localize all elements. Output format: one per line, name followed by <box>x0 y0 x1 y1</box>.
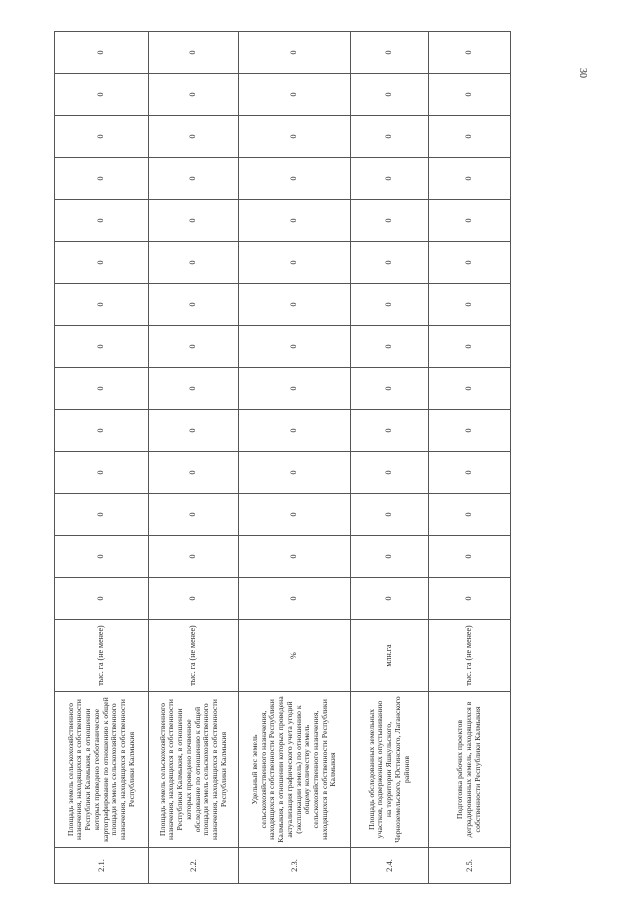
value-cell: 0 <box>429 284 511 326</box>
indicator-description: Подготовка рабочих проектов деградированных земель, находящихся в собственности Республики Калмыкия <box>429 692 511 848</box>
value-cell: 0 <box>239 200 351 242</box>
value-cell: 0 <box>55 410 149 452</box>
value-cell: 0 <box>351 32 429 74</box>
value-cell: 0 <box>55 494 149 536</box>
unit-cell: тыс. га (не менее) <box>429 620 511 692</box>
value-cell: 0 <box>239 242 351 284</box>
value-cell: 0 <box>429 200 511 242</box>
value-cell: 0 <box>429 116 511 158</box>
row-number: 2.1. <box>55 848 149 884</box>
value-cell: 0 <box>149 116 239 158</box>
value-cell: 0 <box>239 368 351 410</box>
value-cell: 0 <box>55 284 149 326</box>
value-cell: 0 <box>149 200 239 242</box>
unit-cell: тыс. га (не менее) <box>149 620 239 692</box>
row-number: 2.4. <box>351 848 429 884</box>
table-row <box>55 32 149 884</box>
indicator-description: Площадь земель сельскохозяйственного назначения, находящихся в собственности Республики Калмыкия, в отношении которых проведено геоботаническое картографирование по отношению к общей площади земель сельскохозяйственного назначения, находящихся в собственности Республики Калмыкия <box>55 692 149 848</box>
value-cell: 0 <box>239 326 351 368</box>
value-cell: 0 <box>149 452 239 494</box>
value-cell: 0 <box>429 32 511 74</box>
unit-cell: тыс. га (не менее) <box>55 620 149 692</box>
value-cell: 0 <box>429 410 511 452</box>
value-cell: 0 <box>351 200 429 242</box>
value-cell: 0 <box>351 368 429 410</box>
value-cell: 0 <box>429 326 511 368</box>
value-cell: 0 <box>429 452 511 494</box>
value-cell: 0 <box>55 200 149 242</box>
unit-cell: млн.га <box>351 620 429 692</box>
value-cell: 0 <box>351 284 429 326</box>
value-cell: 0 <box>239 410 351 452</box>
value-cell: 0 <box>351 452 429 494</box>
row-number: 2.2. <box>149 848 239 884</box>
indicator-description: Удельный вес земель сельскохозяйственного назначения, находящихся в собственности Республики Калмыкия, в отношении которых проведена актуализация графического учета угодий (экспликации земель) по отношению к общему количеству земель сельскохозяйственного назначения, находящихся в собственности Республики Калмыкия <box>239 692 351 848</box>
value-cell: 0 <box>55 578 149 620</box>
value-cell: 0 <box>351 74 429 116</box>
value-cell: 0 <box>351 578 429 620</box>
value-cell: 0 <box>429 368 511 410</box>
value-cell: 0 <box>55 242 149 284</box>
value-cell: 0 <box>351 242 429 284</box>
table-row <box>149 32 239 884</box>
value-cell: 0 <box>239 452 351 494</box>
indicators-table-container <box>54 36 510 884</box>
value-cell: 0 <box>351 326 429 368</box>
value-cell: 0 <box>351 116 429 158</box>
value-cell: 0 <box>149 32 239 74</box>
value-cell: 0 <box>149 158 239 200</box>
value-cell: 0 <box>55 116 149 158</box>
value-cell: 0 <box>149 326 239 368</box>
table-row <box>239 32 351 884</box>
row-number: 2.3. <box>239 848 351 884</box>
indicator-description: Площадь обследованных земельных участков, подверженных опустыниванию на территории Яшкульского, Черноземельского, Юстинского, Лаганского районов <box>351 692 429 848</box>
value-cell: 0 <box>149 368 239 410</box>
value-cell: 0 <box>239 494 351 536</box>
value-cell: 0 <box>149 284 239 326</box>
value-cell: 0 <box>55 74 149 116</box>
value-cell: 0 <box>149 74 239 116</box>
value-cell: 0 <box>149 242 239 284</box>
value-cell: 0 <box>239 284 351 326</box>
value-cell: 0 <box>429 578 511 620</box>
value-cell: 0 <box>351 536 429 578</box>
value-cell: 0 <box>149 494 239 536</box>
table-row <box>351 32 429 884</box>
value-cell: 0 <box>351 158 429 200</box>
value-cell: 0 <box>429 242 511 284</box>
indicator-description: Площадь земель сельскохозяйственного назначения, находящихся в собственности Республики Калмыкия, в отношении которых проведено почвенное обследование по отношению к общей площади земель сельскохозяйственного назначения, находящихся в собственности Республики Калмыкия <box>149 692 239 848</box>
value-cell: 0 <box>239 578 351 620</box>
value-cell: 0 <box>429 74 511 116</box>
unit-cell: % <box>239 620 351 692</box>
value-cell: 0 <box>55 452 149 494</box>
value-cell: 0 <box>351 410 429 452</box>
value-cell: 0 <box>55 326 149 368</box>
value-cell: 0 <box>429 536 511 578</box>
indicators-table <box>54 31 511 884</box>
value-cell: 0 <box>239 32 351 74</box>
table-row <box>429 32 511 884</box>
row-number: 2.5. <box>429 848 511 884</box>
value-cell: 0 <box>239 74 351 116</box>
value-cell: 0 <box>239 158 351 200</box>
value-cell: 0 <box>149 410 239 452</box>
value-cell: 0 <box>351 494 429 536</box>
table-body <box>55 32 511 884</box>
value-cell: 0 <box>239 536 351 578</box>
value-cell: 0 <box>149 536 239 578</box>
value-cell: 0 <box>55 536 149 578</box>
value-cell: 0 <box>239 116 351 158</box>
value-cell: 0 <box>55 368 149 410</box>
value-cell: 0 <box>55 158 149 200</box>
value-cell: 0 <box>149 578 239 620</box>
value-cell: 0 <box>55 32 149 74</box>
value-cell: 0 <box>429 494 511 536</box>
page-number: 30 <box>577 68 588 78</box>
value-cell: 0 <box>429 158 511 200</box>
